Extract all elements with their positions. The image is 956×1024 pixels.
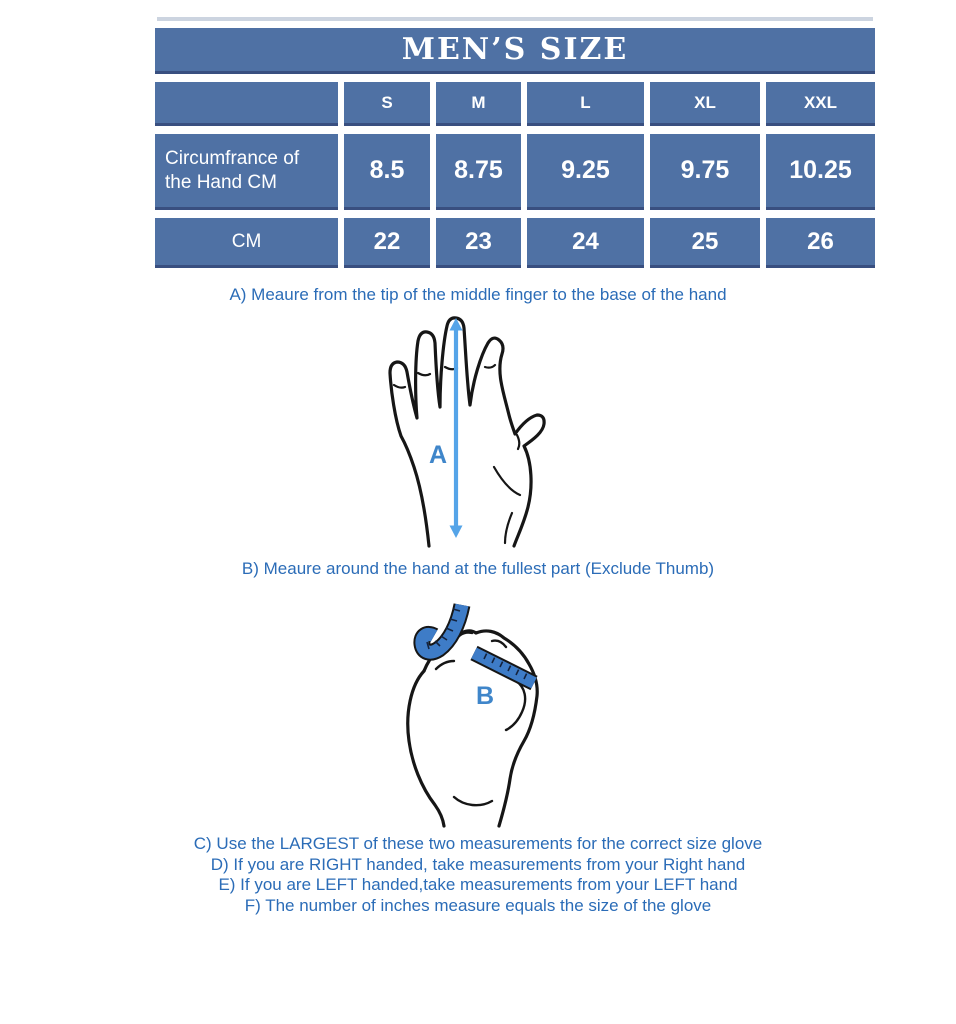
table-grid bbox=[155, 82, 875, 268]
hand-length-diagram bbox=[382, 315, 550, 549]
corner-cell bbox=[155, 82, 338, 126]
col-header-l: L bbox=[527, 82, 644, 126]
instruction-d: D) If you are RIGHT handed, take measurements from your Right hand bbox=[210, 854, 746, 874]
instruction-a: A) Meaure from the tip of the middle finger to the base of the hand bbox=[229, 285, 727, 304]
cm-value-l: 24 bbox=[527, 218, 644, 268]
col-header-xxl: XXL bbox=[766, 82, 875, 126]
hand-measure-label: A bbox=[429, 441, 448, 469]
tape-measure bbox=[422, 605, 534, 683]
instruction-c: C) Use the LARGEST of these two measurements for the correct size glove bbox=[193, 834, 763, 853]
row-label-cm: CM bbox=[155, 218, 338, 268]
mens-size-table bbox=[155, 28, 875, 268]
hand-outline bbox=[390, 318, 544, 546]
circumference-value-s: 8.5 bbox=[344, 134, 430, 210]
circumference-value-l: 9.25 bbox=[527, 134, 644, 210]
instruction-f: F) The number of inches measure equals the size of the glove bbox=[244, 895, 712, 915]
cm-value-s: 22 bbox=[344, 218, 430, 268]
fist-outline-left bbox=[408, 671, 444, 826]
col-header-m: M bbox=[436, 82, 521, 126]
circumference-value-xl: 9.75 bbox=[650, 134, 760, 210]
instructions-c-to-f bbox=[0, 834, 956, 916]
cm-value-m: 23 bbox=[436, 218, 521, 268]
instruction-b: B) Meaure around the hand at the fullest part (Exclude Thumb) bbox=[241, 559, 715, 578]
col-header-xl: XL bbox=[650, 82, 760, 126]
table-title: MEN’S SIZE bbox=[155, 28, 875, 74]
col-header-s: S bbox=[344, 82, 430, 126]
instruction-e: E) If you are LEFT handed,take measurements from your LEFT hand bbox=[218, 875, 738, 894]
top-divider-line bbox=[157, 17, 873, 21]
cm-value-xxl: 26 bbox=[766, 218, 875, 268]
fist-measure-label: B bbox=[476, 682, 495, 710]
circumference-value-m: 8.75 bbox=[436, 134, 521, 210]
row-label-circumference: Circumfrance of the Hand CM bbox=[155, 134, 338, 210]
cm-value-xl: 25 bbox=[650, 218, 760, 268]
measure-arrow-a bbox=[450, 318, 463, 538]
circumference-value-xxl: 10.25 bbox=[766, 134, 875, 210]
fist-circumference-diagram bbox=[396, 591, 548, 829]
